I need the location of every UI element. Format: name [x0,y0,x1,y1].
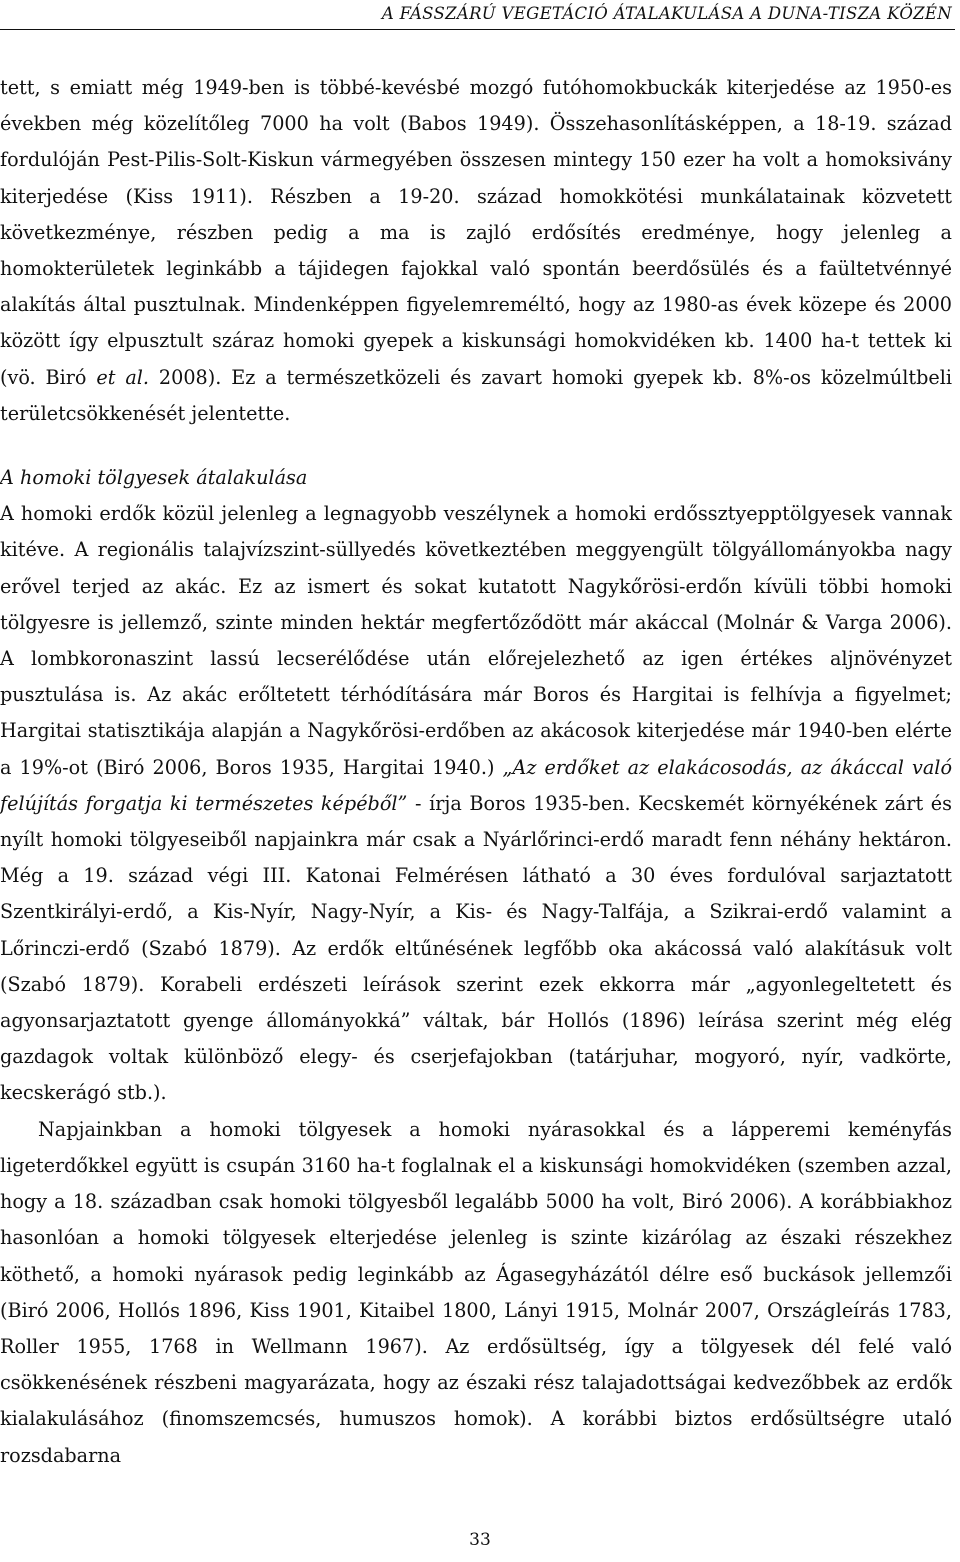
paragraph-2 [0,496,952,1111]
body-text [0,70,952,1474]
italic-text-run: „Az erdőket az elakácosodás, az ákáccal való felújítás forgatja ki természetes képéből” [0,755,952,815]
text-run: 2008). Ez a természetközeli és zavart homoki gyepek kb. 8%-os közelmúltbeli területcsökkenését jelentette. [0,365,953,425]
italic-text-run: et al. [96,365,150,389]
text-run: A homoki erdők közül jelenleg a legnagyobb veszélynek a homoki erdőssztyepptölgyesek vannak kitéve. A regionális talajvízszint-süllyedés következtében meggyengült tölgyállományokba nagy erővel terjed az akác. Ez az ismert és sokat kutatott Nagykőrösi-erdőn kívüli többi homoki tölgyesre is jellemző, szinte minden hektár megfertőződött már akáccal (Molnár & Varga 2006). A lombkoronaszint lassú lecserélődése után előrejelezhető az igen értékes aljnövényzet pusztulása is. Az akác erőltetett térhódítására már Boros és Hargitai is felhívja a figyelmet; Hargitai statisztikája alapján a Nagykőrösi-erdőben az akácosok kiterjedése már 1940-ben elérte a 19%-ot (Biró 2006, Boros 1935, Hargitai 1940.) [0,502,952,779]
paragraph-3 [0,1112,952,1474]
page-number: 33 [469,1530,491,1550]
section-heading [0,460,952,496]
text-run: tett, s emiatt még 1949-ben is többé-kevésbé mozgó futóhomokbuckák kiterjedése az 1950-es években még közelítőleg 7000 ha volt (Babos 1949). Összehasonlításképpen, a 18-19. század fordulóján Pest-Pilis-Solt-Kiskun vármegyében összesen mintegy 150 ezer ha volt a homoksivány kiterjedése (Kiss 1911). Részben a 19-20. század homokkötési munkálatainak közvetett következménye, részben pedig a ma is zajló erdősítés eredménye, hogy jelenleg a homokterületek leginkább a tájidegen fajokkal való spontán beerdősülés és a faültetvénnyé alakítás által pusztulnak. Mindenképpen figyelemreméltó, hogy az 1980-as évek közepe és 2000 között így elpusztult száraz homoki gyepek a kiskunsági homokvidéken kb. 1400 ha-t tettek ki (vö. Biró [0,76,952,389]
running-header: A FÁSSZÁRÚ VEGETÁCIÓ ÁTALAKULÁSA A DUNA-TISZA KÖZÉN [381,4,952,23]
text-run: - írja Boros 1935-ben. Kecskemét környékének zárt és nyílt homoki tölgyeseiből napjainkra már csak a Nyárlőrinci-erdő maradt fenn néhány hektáron. Még a 19. század végi III. Katonai Felmérésen látható a 30 éves fordulóval sarjaztatott Szentkirályi-erdő, a Kis-Nyír, Nagy-Nyír, a Kis- és Nagy-Talfája, a Szikrai-erdő valamint a Lőrinczi-erdő (Szabó 1879). Az erdők eltűnésének legfőbb oka akácossá való alakításuk volt (Szabó 1879). Korabeli erdészeti leírások szerint ezek ekkorra már „agyonlegeltetett és agyonsarjaztatott gyenge állományokká” váltak, bár Hollós (1896) leírása szerint még elég gazdagok voltak különböző elegy- és cserjefajokban (tatárjuhar, mogyoró, nyír, vadkörte, kecskerágó stb.). [0,791,952,1105]
italic-text-run: A homoki tölgyesek átalakulása [0,466,308,490]
header-rule [0,29,955,30]
text-run: Napjainkban a homoki tölgyesek a homoki nyárasokkal és a lápperemi keményfás ligeterdőkkel együtt is csupán 3160 ha-t foglalnak el a kiskunsági homokvidéken (szemben azzal, hogy a 18. században csak homoki tölgyesből legalább 5000 ha volt, Biró 2006). A korábbiakhoz hasonlóan a homoki tölgyesek elterjedése jelenleg is szinte kizárólag az északi részekhez köthető, a homoki nyárasok pedig leginkább az Ágasegyházától délre eső buckások jellemzői (Biró 2006, Hollós 1896, Kiss 1901, Kitaibel 1800, Lányi 1915, Molnár 2007, Országleírás 1783, Roller 1955, 1768 in Wellmann 1967). Az erdősültség, így a tölgyesek dél felé való csökkenésének részbeni magyarázata, hogy az északi rész talajadottságai kedvezőbbek az erdők kialakulásához (finomszemcsés, humuszos homok). A korábbi biztos erdősültségre utaló rozsdabarna [0,1117,952,1467]
paragraph-1 [0,70,952,432]
